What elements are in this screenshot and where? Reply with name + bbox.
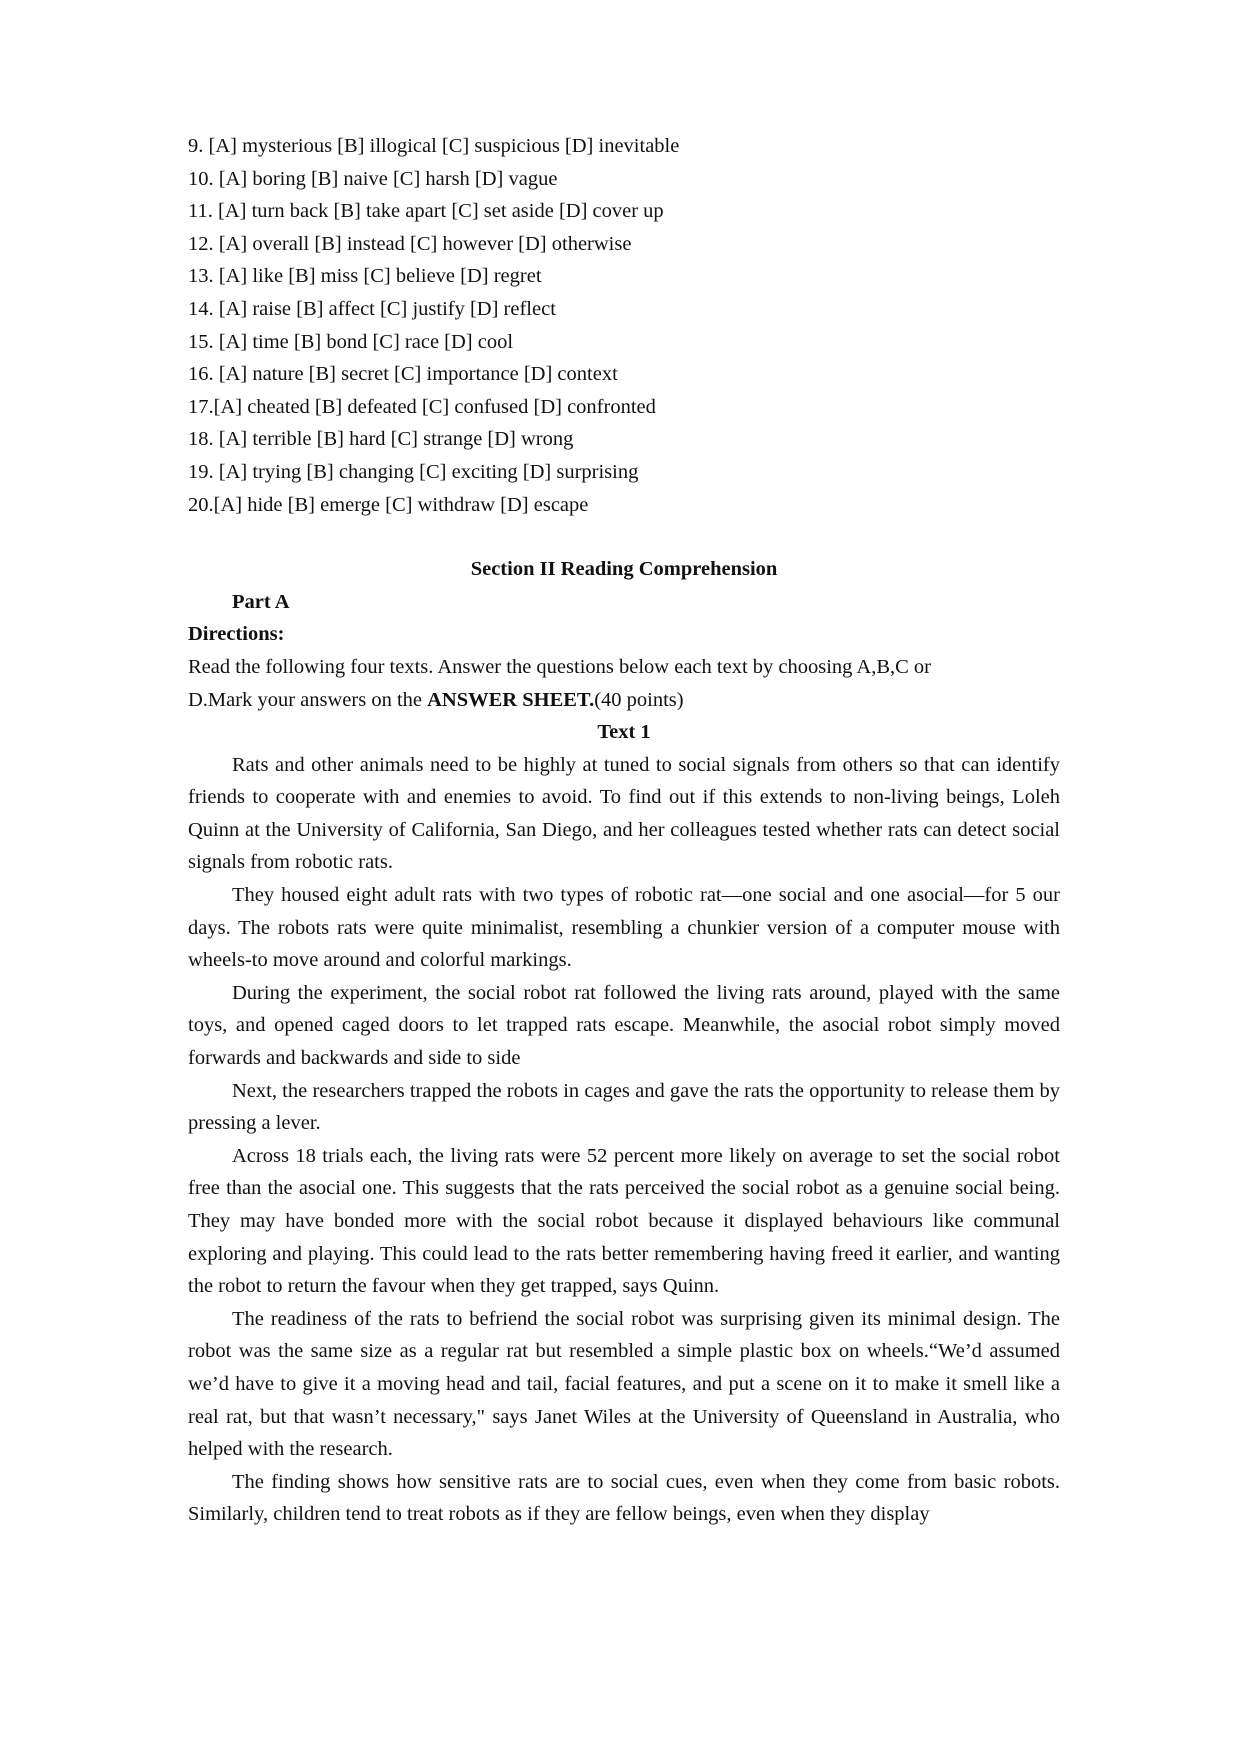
article-paragraph: The readiness of the rats to befriend the social robot was surprising given its minimal design. The robot was the same size as a regular rat but resembled a simple plastic box on wheels.“We’d assumed we’d have to give it a moving head and tail, facial features, and put a scene on it to make it smell like a real rat, but that wasn’t necessary," says Janet Wiles at the University of Queensland in Australia, who helped with the research.	[188, 1307, 1060, 1461]
document-page	[188, 130, 1060, 1531]
directions-points: (40 points)	[594, 688, 684, 711]
answer-sheet-label: ANSWER SHEET.	[427, 688, 595, 711]
option-line-19: 19. [A] trying [B] changing [C] exciting [D] surprising	[188, 460, 639, 483]
article-body	[188, 749, 1060, 1531]
option-line-16: 16. [A] nature [B] secret [C] importance [D] context	[188, 363, 618, 386]
option-line-12: 12. [A] overall [B] instead [C] however [D] otherwise	[188, 232, 632, 255]
option-line-11: 11. [A] turn back [B] take apart [C] set aside [D] cover up	[188, 200, 664, 223]
option-line-13: 13. [A] like [B] miss [C] believe [D] regret	[188, 265, 542, 288]
article-paragraph: Rats and other animals need to be highly at tuned to social signals from others so that can identify friends to cooperate with and enemies to avoid. To find out if this extends to non-living beings, Loleh Quinn at the University of California, San Diego, and her colleagues tested whether rats can detect social signals from robotic rats.	[188, 753, 1060, 874]
option-line-14: 14. [A] raise [B] affect [C] justify [D] reflect	[188, 297, 556, 320]
text-title: Text 1	[597, 721, 651, 744]
option-line-15: 15. [A] time [B] bond [C] race [D] cool	[188, 330, 514, 353]
article-paragraph: The finding shows how sensitive rats are to social cues, even when they come from basic robots. Similarly, children tend to treat robots as if they are fellow beings, even when they display	[188, 1470, 1060, 1526]
option-line-10: 10. [A] boring [B] naive [C] harsh [D] vague	[188, 167, 558, 190]
article-paragraph: They housed eight adult rats with two types of robotic rat—one social and one asocial—for 5 our days. The robots rats were quite minimalist, resembling a chunkier version of a computer mouse with wheels-to move around and colorful markings.	[188, 884, 1060, 972]
directions-label: Directions:	[188, 623, 285, 646]
directions-line-2-pre: D.Mark your answers on the	[188, 688, 428, 711]
article-paragraph: Next, the researchers trapped the robots in cages and gave the rats the opportunity to release them by pressing a lever.	[188, 1079, 1060, 1135]
directions-text	[188, 651, 1060, 716]
part-title: Part A	[232, 590, 290, 613]
option-line-17: 17.[A] cheated [B] defeated [C] confused [D] confronted	[188, 395, 656, 418]
option-line-18: 18. [A] terrible [B] hard [C] strange [D] wrong	[188, 428, 574, 451]
cloze-options-list	[188, 130, 1060, 521]
article-paragraph: Across 18 trials each, the living rats were 52 percent more likely on average to set the social robot free than the asocial one. This suggests that the rats perceived the social robot as a genuine social being. They may have bonded more with the social robot because it displayed behaviours like communal exploring and playing. This could lead to the rats better remembering having freed it earlier, and wanting the robot to return the favour when they get trapped, says Quinn.	[188, 1144, 1060, 1298]
option-line-20: 20.[A] hide [B] emerge [C] withdraw [D] escape	[188, 493, 589, 516]
option-line-9: 9. [A] mysterious [B] illogical [C] suspicious [D] inevitable	[188, 135, 680, 157]
directions-line-1: Read the following four texts. Answer the questions below each text by choosing A,B,C or	[188, 655, 932, 678]
article-paragraph: During the experiment, the social robot rat followed the living rats around, played with the same toys, and opened caged doors to let trapped rats escape. Meanwhile, the asocial robot simply moved forwards and backwards and side to side	[188, 981, 1060, 1070]
section-title: Section II Reading Comprehension	[470, 558, 778, 581]
